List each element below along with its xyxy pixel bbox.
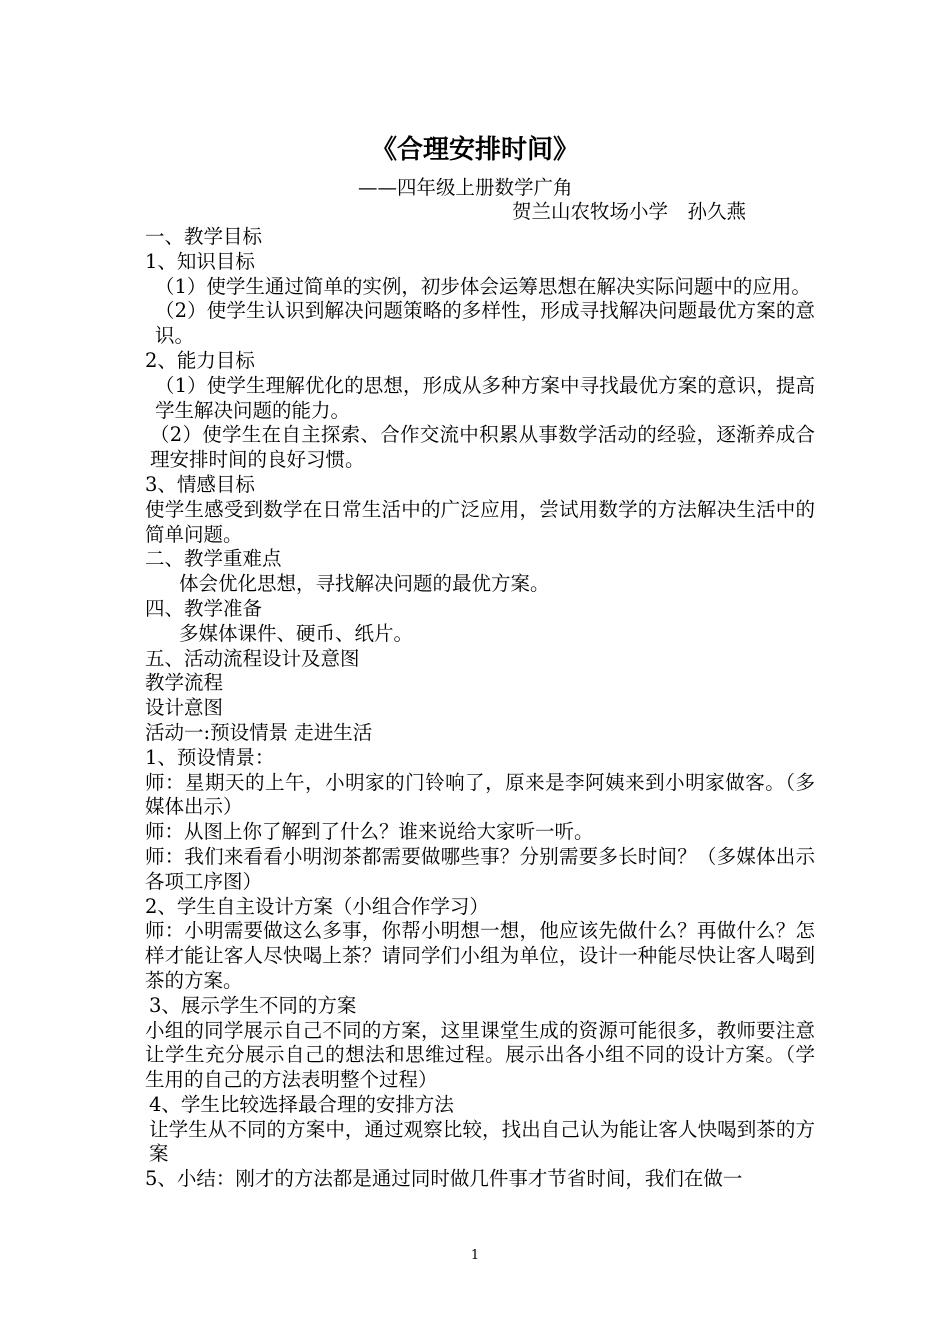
paragraph: 活动一:预设情景 走进生活	[145, 720, 373, 744]
paragraph: 师：星期天的上午，小明家的门铃响了，原来是李阿姨来到小明家做客。（多媒体出示）	[145, 770, 815, 819]
document-author: 贺兰山农牧场小学 孙久燕	[512, 200, 747, 223]
paragraph: 2、学生自主设计方案（小组合作学习）	[145, 894, 489, 918]
paragraph: 体会优化思想，寻找解决问题的最优方案。	[179, 572, 550, 596]
paragraph: 4、学生比较选择最合理的安排方法	[149, 1092, 454, 1116]
paragraph: 四、教学准备	[145, 596, 263, 620]
paragraph: 使学生感受到数学在日常生活中的广泛应用，尝试用数学的方法解决生活中的简单问题。	[145, 497, 815, 546]
paragraph: 设计意图	[145, 696, 224, 720]
paragraph: 教学流程	[145, 671, 224, 695]
paragraph: 师：小明需要做这么多事，你帮小明想一想，他应该先做什么？再做什么？怎样才能让客人尽快喝上茶？请同学们小组为单位，设计一种能尽快让客人喝到茶的方案。	[145, 919, 815, 992]
paragraph: 让学生从不同的方案中，通过观察比较，找出自己认为能让客人快喝到茶的方案	[149, 1117, 815, 1166]
paragraph: （2）使学生在自主探索、合作交流中积累从事数学活动的经验，逐渐养成合理安排时间的良好习惯。	[150, 423, 815, 472]
document-body	[145, 225, 815, 1192]
paragraph: （1）使学生理解优化的思想，形成从多种方案中寻找最优方案的意识，提高学生解决问题的能力。	[155, 373, 815, 422]
paragraph: 师：我们来看看小明沏茶都需要做哪些事？分别需要多长时间？（多媒体出示各项工序图）	[145, 844, 815, 893]
paragraph: 2、能力目标	[145, 348, 255, 372]
paragraph: 多媒体课件、硬币、纸片。	[179, 621, 414, 645]
page-number: 1	[470, 1248, 480, 1263]
paragraph: 5、小结：刚才的方法都是通过同时做几件事才节省时间，我们在做一	[145, 1167, 743, 1191]
paragraph: 五、活动流程设计及意图	[145, 646, 360, 670]
paragraph: 小组的同学展示自己不同的方案，这里课堂生成的资源可能很多，教师要注意让学生充分展示自己的想法和思维过程。展示出各小组不同的设计方案。（学生用的自己的方法表明整个过程）	[145, 1018, 815, 1092]
document-subtitle: ——四年级上册数学广角	[358, 176, 573, 199]
paragraph: 1、预设情景：	[145, 745, 275, 769]
document-title: 《合理安排时间》	[370, 135, 579, 165]
paragraph: 3、情感目标	[145, 472, 255, 496]
paragraph: 一、教学目标	[145, 225, 263, 248]
paragraph: （1）使学生通过简单的实例，初步体会运筹思想在解决实际问题中的应用。	[155, 274, 811, 298]
paragraph: 二、教学重难点	[145, 547, 282, 571]
paragraph: （2）使学生认识到解决问题策略的多样性，形成寻找解决问题最优方案的意识。	[155, 299, 815, 348]
paragraph: 3、展示学生不同的方案	[149, 993, 357, 1017]
paragraph: 1、知识目标	[145, 249, 255, 273]
paragraph: 师：从图上你了解到了什么？谁来说给大家听一听。	[145, 820, 594, 844]
